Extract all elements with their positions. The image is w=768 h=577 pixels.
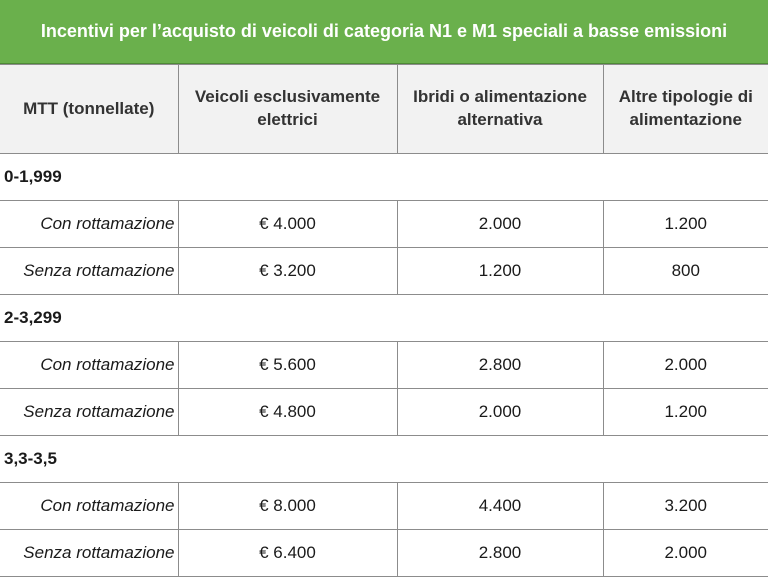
cell-electric: € 8.000 xyxy=(178,483,397,530)
cell-other: 800 xyxy=(603,248,768,295)
cell-hybrid: 2.800 xyxy=(397,342,603,389)
cell-hybrid: 2.800 xyxy=(397,530,603,577)
table-row xyxy=(0,530,768,577)
row-label: Senza rottamazione xyxy=(0,248,178,295)
cell-electric: € 4.800 xyxy=(178,389,397,436)
header-hybrid: Ibridi o alimentazione alternativa xyxy=(397,65,603,154)
table-title: Incentivi per l’acquisto di veicoli di categoria N1 e M1 speciali a basse emissioni xyxy=(0,0,768,64)
cell-hybrid: 1.200 xyxy=(397,248,603,295)
group-label: 0-1,999 xyxy=(0,154,768,201)
group-row xyxy=(0,154,768,201)
table-row xyxy=(0,201,768,248)
cell-electric: € 5.600 xyxy=(178,342,397,389)
row-label: Con rottamazione xyxy=(0,483,178,530)
cell-other: 2.000 xyxy=(603,530,768,577)
cell-electric: € 3.200 xyxy=(178,248,397,295)
cell-other: 3.200 xyxy=(603,483,768,530)
header-electric: Veicoli esclusivamente elettrici xyxy=(178,65,397,154)
incentives-table xyxy=(0,64,768,577)
row-label: Senza rottamazione xyxy=(0,530,178,577)
group-label: 3,3-3,5 xyxy=(0,436,768,483)
row-label: Con rottamazione xyxy=(0,342,178,389)
cell-hybrid: 4.400 xyxy=(397,483,603,530)
row-label: Senza rottamazione xyxy=(0,389,178,436)
table-row xyxy=(0,483,768,530)
cell-hybrid: 2.000 xyxy=(397,201,603,248)
table-row xyxy=(0,248,768,295)
group-row xyxy=(0,436,768,483)
header-row xyxy=(0,65,768,154)
cell-hybrid: 2.000 xyxy=(397,389,603,436)
cell-other: 1.200 xyxy=(603,389,768,436)
header-mtt: MTT (tonnellate) xyxy=(0,65,178,154)
group-row xyxy=(0,295,768,342)
header-other: Altre tipologie di alimentazione xyxy=(603,65,768,154)
cell-electric: € 4.000 xyxy=(178,201,397,248)
row-label: Con rottamazione xyxy=(0,201,178,248)
table-row xyxy=(0,389,768,436)
table-row xyxy=(0,342,768,389)
cell-other: 1.200 xyxy=(603,201,768,248)
group-label: 2-3,299 xyxy=(0,295,768,342)
cell-other: 2.000 xyxy=(603,342,768,389)
cell-electric: € 6.400 xyxy=(178,530,397,577)
